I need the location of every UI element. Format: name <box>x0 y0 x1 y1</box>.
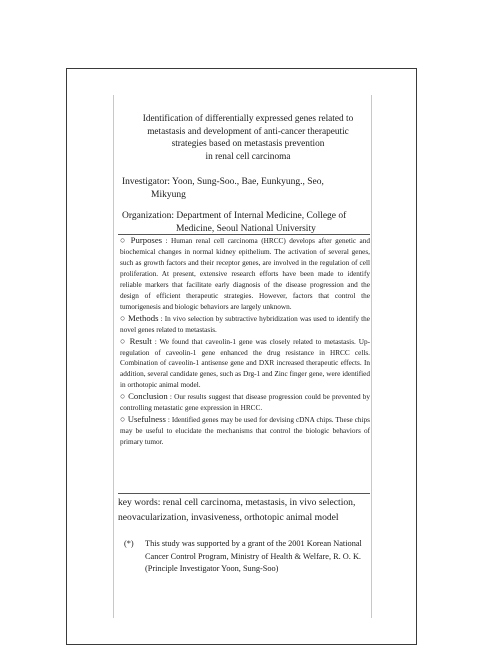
purposes-text: : Human renal cell carcinoma (HRCC) develops after genetic and biochemical changes in normal kidney epithelium. The activation of several genes, such as growth factors and their receptor genes, are involved in the regulation of cell proliferation. At present, extensive research efforts have been made to identify reliable markers that facilitate early diagnosis of the disease progression and the design of efficient therapeutic strategies. However, factors that control the tumorigenesis and biologic behaviors are largely unknown. <box>120 237 370 311</box>
methods-text: : In vivo selection by subtractive hybridization was used to identify the novel genes related to metastasis. <box>120 314 370 334</box>
investigator-line: Investigator: Yoon, Sung-Soo., Bae, Eunkyung., Seo, <box>122 177 324 187</box>
conclusion-text: : Our results suggest that disease progression could be prevented by controlling metastatic gene expression in HRCC. <box>120 393 370 413</box>
purposes-section <box>120 235 370 313</box>
abstract-body <box>120 235 370 448</box>
methods-section <box>120 313 370 336</box>
document-title <box>120 113 376 163</box>
keywords-line: key words: renal cell carcinoma, metastasis, in vivo selection, <box>118 497 356 508</box>
organization-block <box>122 210 370 235</box>
keywords-block <box>118 495 370 525</box>
footnote-mark: (*) <box>124 539 134 548</box>
result-section <box>120 336 370 392</box>
conclusion-heading: ○ Conclusion <box>120 391 168 402</box>
investigator-block <box>122 176 370 201</box>
methods-heading: ○ Methods <box>120 312 159 323</box>
title-line: in renal cell carcinoma <box>205 151 291 162</box>
organization-line: Organization: Department of Internal Medicine, College of <box>122 211 347 221</box>
investigator-line: Mikyung <box>151 189 186 200</box>
funding-footnote <box>124 538 368 576</box>
title-line: strategies based on metastasis prevention <box>171 139 325 149</box>
result-heading: ○ Result <box>120 335 152 346</box>
purposes-heading: ○ Purposes <box>120 235 163 245</box>
left-margin-line <box>113 95 114 618</box>
usefulness-text: : Identified genes may be used for devising cDNA chips. These chips may be useful to elucidate the mechanisms that control the biologic behaviors of primary tumor. <box>120 416 371 447</box>
footnote-text: This study was supported by a grant of the 2001 Korean National Cancer Control Program, Ministry of Health & Welfare, R. O. K.(Principle Investigator Yoon, Sung-Soo) <box>145 539 362 573</box>
usefulness-heading: ○ Usefulness <box>120 414 166 425</box>
conclusion-section <box>120 391 370 414</box>
title-line: Identification of differentially expressed genes related to <box>142 114 354 124</box>
organization-line: Medicine, Seoul National University <box>176 223 316 234</box>
title-line: metastasis and development of anti-cancer therapeutic <box>147 126 349 137</box>
keywords-line: neovacularization, invasiveness, orthotopic animal model <box>118 512 339 523</box>
result-text: : We found that caveolin-1 gene was closely related to metastasis. Up-regulation of caveolin-1 gene enhanced the drug resistance in HRCC cells. Combination of caveolin-1 antisense gene and DXR increased therapeutic effects. In addition, several candidate genes, such as Drg-1 and Zinc finger gene, were identified in orthotopic animal model. <box>120 337 371 390</box>
keywords-top-rule <box>118 493 370 494</box>
right-margin-line <box>371 95 372 618</box>
usefulness-section <box>120 414 370 448</box>
